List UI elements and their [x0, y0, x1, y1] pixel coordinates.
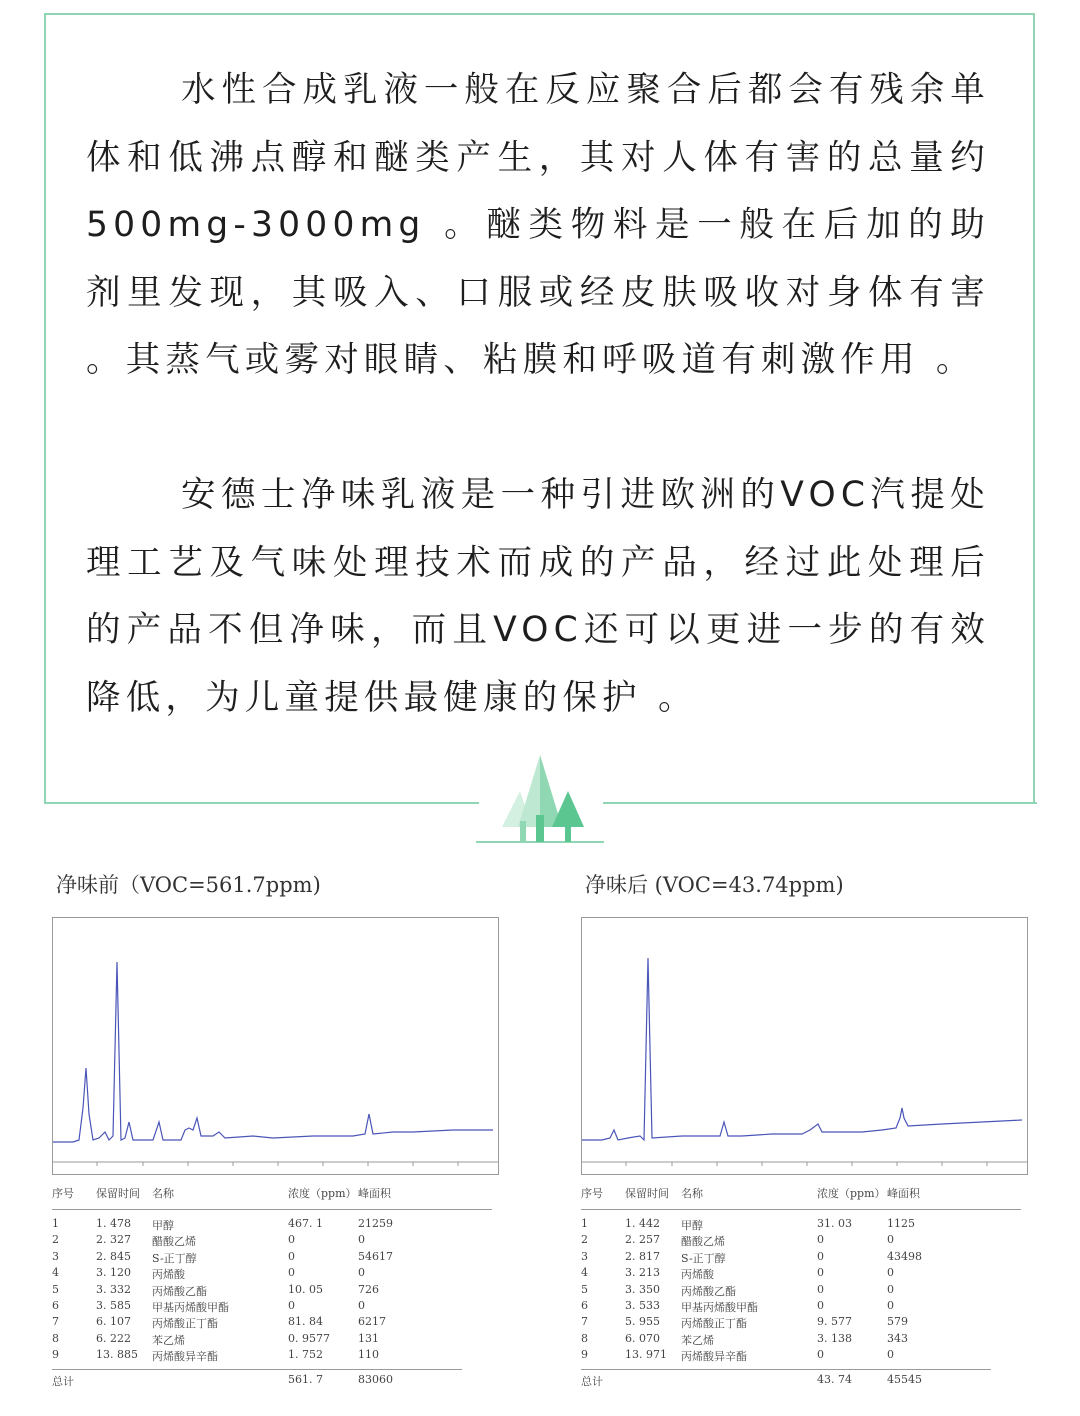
row-conc: 0	[288, 1298, 295, 1312]
row-rt: 3. 120	[96, 1266, 131, 1280]
row-name: S-正丁醇	[152, 1251, 197, 1265]
row-name: 苯乙烯	[681, 1333, 714, 1347]
table-row	[52, 1348, 492, 1364]
before-title: 净味前（VOC=561.7ppm)	[56, 873, 321, 897]
row-area: 579	[887, 1315, 908, 1329]
row-conc: 0. 9577	[288, 1331, 330, 1345]
row-conc: 3. 138	[817, 1331, 852, 1345]
total-conc: 561. 7	[288, 1373, 323, 1386]
row-conc: 0	[817, 1233, 824, 1247]
table-row	[52, 1315, 492, 1331]
row-no: 1	[52, 1217, 59, 1230]
before-table	[52, 1185, 492, 1388]
col-rt: 保留时间	[96, 1187, 140, 1200]
row-conc: 0	[817, 1249, 824, 1263]
after-rows	[581, 1217, 1021, 1365]
row-area: 0	[887, 1298, 894, 1312]
after-panel	[581, 870, 1036, 1388]
before-panel	[52, 870, 507, 1388]
row-name: 甲醇	[681, 1219, 703, 1232]
row-no: 6	[52, 1298, 59, 1312]
row-rt: 1. 478	[96, 1217, 131, 1230]
row-name: 苯乙烯	[152, 1333, 185, 1347]
row-rt: 3. 213	[625, 1266, 660, 1280]
col-no: 序号	[581, 1187, 603, 1200]
row-conc: 0	[288, 1249, 295, 1263]
before-total-row	[52, 1369, 462, 1390]
row-area: 0	[887, 1348, 894, 1362]
row-rt: 3. 585	[96, 1298, 131, 1312]
after-chromatogram	[581, 917, 1028, 1175]
row-area: 0	[887, 1266, 894, 1280]
table-row	[52, 1217, 492, 1233]
row-no: 9	[52, 1348, 59, 1362]
row-rt: 2. 327	[96, 1233, 131, 1247]
row-no: 6	[581, 1298, 588, 1312]
row-area: 0	[358, 1233, 365, 1247]
table-row	[581, 1266, 1021, 1282]
row-no: 5	[52, 1282, 59, 1296]
row-rt: 13. 885	[96, 1348, 138, 1362]
total-label: 总计	[52, 1375, 74, 1388]
product-paragraph: 安德士净味乳液是一种引进欧洲的VOC汽提处理工艺及气味处理技术而成的产品，经过此处理后的产品不但净味，而且VOC还可以更进一步的有效降低，为儿童提供最健康的保护 。	[86, 475, 990, 718]
row-rt: 6. 222	[96, 1331, 131, 1345]
table-row	[581, 1283, 1021, 1299]
row-rt: 13. 971	[625, 1348, 667, 1362]
row-rt: 2. 845	[96, 1249, 131, 1263]
row-area: 0	[887, 1282, 894, 1296]
row-name: 甲醇	[152, 1219, 174, 1232]
table-row	[52, 1299, 492, 1315]
row-no: 7	[52, 1315, 59, 1329]
intro-paragraph: 水性合成乳液一般在反应聚合后都会有残余单体和低沸点醇和醚类产生，其对人体有害的总量约500mg-3000mg 。醚类物料是一般在后加的助剂里发现，其吸入、口服或经皮肤吸收对身体有害 。其蒸气或雾对眼睛、粘膜和呼吸道有刺激作用 。	[86, 70, 990, 380]
row-rt: 3. 332	[96, 1282, 131, 1296]
row-name: 丙烯酸乙酯	[681, 1284, 736, 1298]
total-label: 总计	[581, 1375, 603, 1388]
row-name: 丙烯酸正丁酯	[681, 1317, 747, 1331]
row-conc: 467. 1	[288, 1217, 323, 1230]
table-row	[581, 1348, 1021, 1364]
table-row	[581, 1299, 1021, 1315]
row-area: 726	[358, 1282, 379, 1296]
col-name: 名称	[152, 1187, 174, 1200]
col-name: 名称	[681, 1187, 703, 1200]
col-no: 序号	[52, 1187, 74, 1200]
table-row	[581, 1233, 1021, 1249]
row-no: 5	[581, 1282, 588, 1296]
row-name: 醋酸乙烯	[681, 1235, 725, 1249]
row-area: 21259	[358, 1217, 393, 1230]
table-row	[52, 1233, 492, 1249]
row-conc: 0	[817, 1282, 824, 1296]
frame-bottom-right-border	[603, 802, 1037, 804]
row-rt: 2. 257	[625, 1233, 660, 1247]
tree-icon	[476, 755, 604, 845]
row-conc: 0	[817, 1266, 824, 1280]
row-no: 3	[52, 1249, 59, 1263]
row-area: 43498	[887, 1249, 922, 1263]
table-row	[52, 1266, 492, 1282]
col-conc: 浓度（ppm）	[817, 1187, 886, 1200]
row-conc: 0	[817, 1348, 824, 1362]
row-name: 丙烯酸	[152, 1268, 185, 1282]
after-trace-svg	[582, 918, 1027, 1174]
row-name: 丙烯酸	[681, 1268, 714, 1282]
row-rt: 5. 955	[625, 1315, 660, 1329]
row-area: 110	[358, 1348, 379, 1362]
col-area: 峰面积	[887, 1187, 920, 1200]
before-trace-svg	[53, 918, 498, 1174]
total-area: 83060	[358, 1373, 393, 1386]
row-rt: 3. 350	[625, 1282, 660, 1296]
row-area: 131	[358, 1331, 379, 1345]
after-title: 净味后 (VOC=43.74ppm)	[585, 873, 844, 897]
row-name: 丙烯酸异辛酯	[681, 1350, 747, 1364]
row-rt: 6. 107	[96, 1315, 131, 1329]
row-no: 7	[581, 1315, 588, 1329]
row-conc: 1. 752	[288, 1348, 323, 1362]
after-total-row	[581, 1369, 991, 1390]
row-no: 1	[581, 1217, 588, 1230]
row-area: 6217	[358, 1315, 386, 1329]
row-rt: 6. 070	[625, 1331, 660, 1345]
row-area: 1125	[887, 1217, 915, 1230]
row-conc: 31. 03	[817, 1217, 852, 1230]
before-rows	[52, 1217, 492, 1365]
row-no: 2	[52, 1233, 59, 1247]
row-no: 2	[581, 1233, 588, 1247]
row-rt: 1. 442	[625, 1217, 660, 1230]
row-conc: 0	[288, 1266, 295, 1280]
row-no: 8	[581, 1331, 588, 1345]
row-name: 甲基丙烯酸甲酯	[681, 1300, 758, 1314]
table-row	[52, 1283, 492, 1299]
row-no: 4	[581, 1266, 588, 1280]
row-name: 丙烯酸异辛酯	[152, 1350, 218, 1364]
total-conc: 43. 74	[817, 1373, 852, 1386]
row-name: S-正丁醇	[681, 1251, 726, 1265]
row-area: 343	[887, 1331, 908, 1345]
row-area: 0	[358, 1266, 365, 1280]
row-area: 54617	[358, 1249, 393, 1263]
table-row	[52, 1250, 492, 1266]
col-conc: 浓度（ppm）	[288, 1187, 357, 1200]
row-rt: 2. 817	[625, 1249, 660, 1263]
total-area: 45545	[887, 1373, 922, 1386]
table-row	[581, 1217, 1021, 1233]
row-conc: 81. 84	[288, 1315, 323, 1329]
row-area: 0	[887, 1233, 894, 1247]
row-area: 0	[358, 1298, 365, 1312]
row-name: 甲基丙烯酸甲酯	[152, 1300, 229, 1314]
col-rt: 保留时间	[625, 1187, 669, 1200]
row-no: 9	[581, 1348, 588, 1362]
row-name: 丙烯酸乙酯	[152, 1284, 207, 1298]
row-conc: 0	[288, 1233, 295, 1247]
row-rt: 3. 533	[625, 1298, 660, 1312]
row-name: 丙烯酸正丁酯	[152, 1317, 218, 1331]
table-row	[581, 1250, 1021, 1266]
row-name: 醋酸乙烯	[152, 1235, 196, 1249]
col-area: 峰面积	[358, 1187, 391, 1200]
after-table	[581, 1185, 1021, 1388]
row-conc: 0	[817, 1298, 824, 1312]
table-row	[52, 1332, 492, 1348]
frame-bottom-left-border	[44, 802, 479, 804]
before-chromatogram	[52, 917, 499, 1175]
row-conc: 9. 577	[817, 1315, 852, 1329]
row-no: 3	[581, 1249, 588, 1263]
table-row	[581, 1332, 1021, 1348]
after-table-header	[581, 1185, 1021, 1210]
row-no: 8	[52, 1331, 59, 1345]
table-row	[581, 1315, 1021, 1331]
before-table-header	[52, 1185, 492, 1210]
row-no: 4	[52, 1266, 59, 1280]
row-conc: 10. 05	[288, 1282, 323, 1296]
